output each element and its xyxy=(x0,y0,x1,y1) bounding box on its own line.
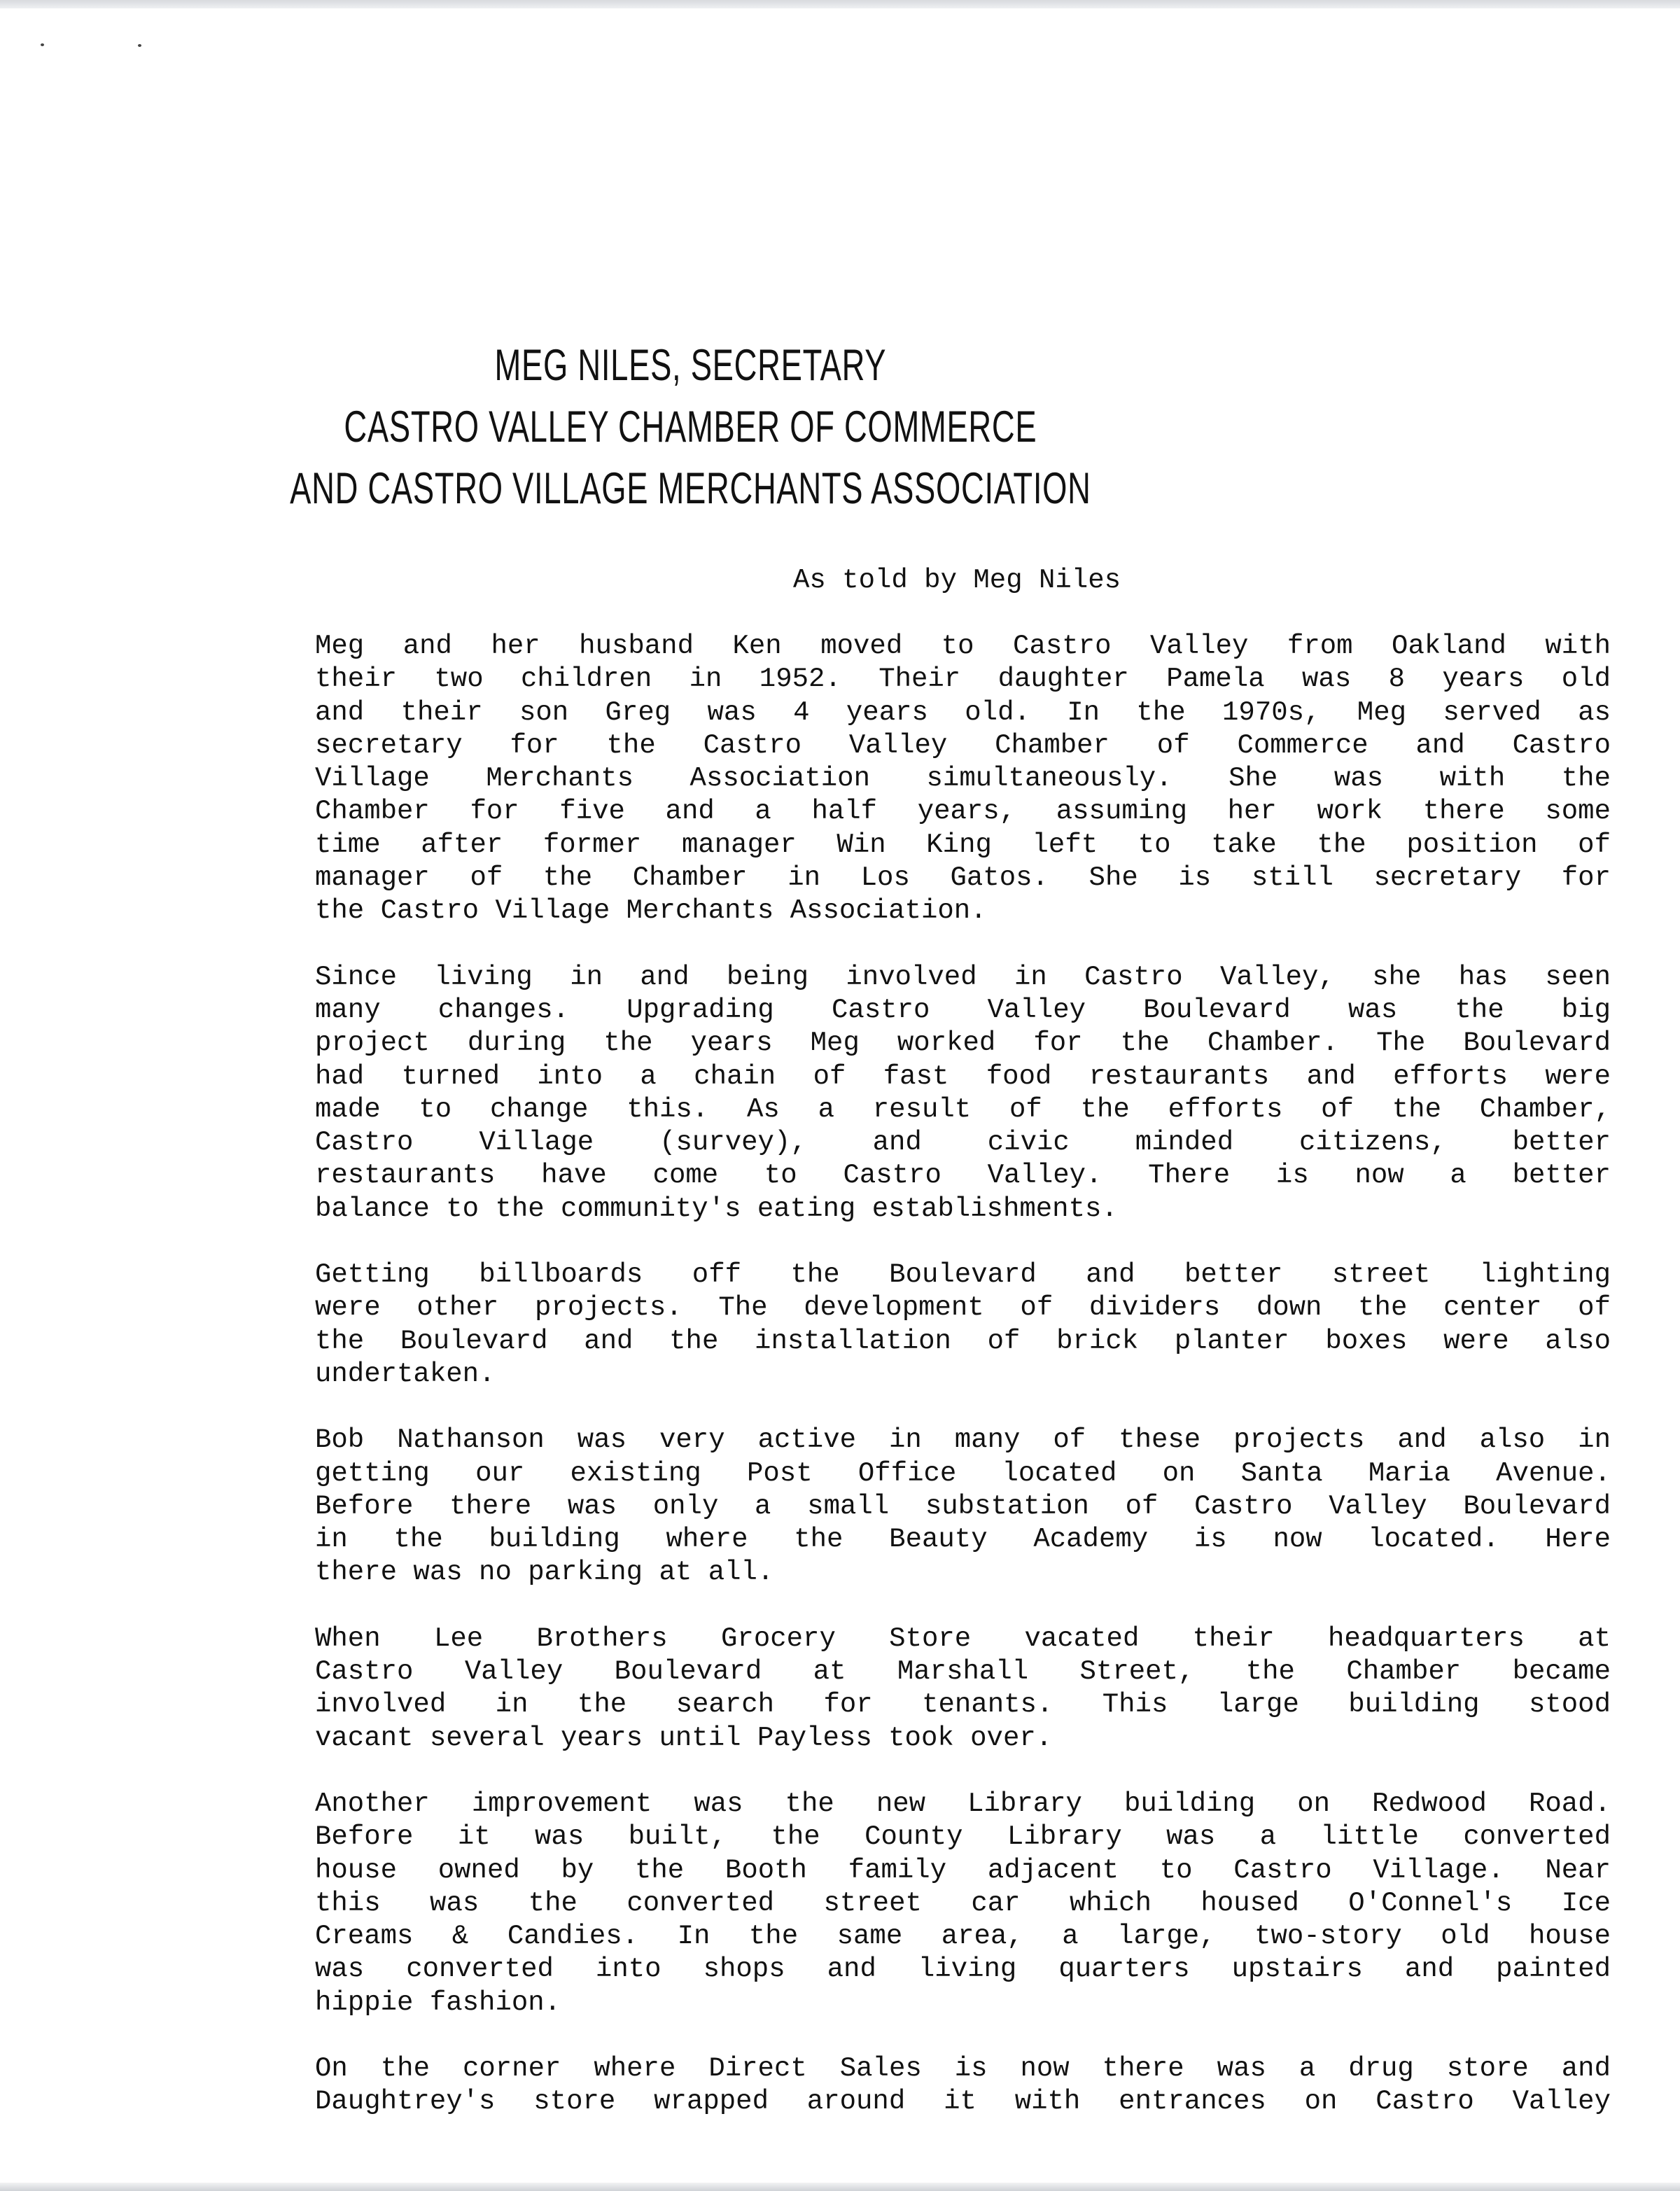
text-line: Village Merchants Association simultaneously. She was with the xyxy=(315,763,1611,794)
scan-top-edge xyxy=(0,0,1680,8)
text-line: Before it was built, the County Library was a little converted xyxy=(315,1821,1611,1853)
text-line: Chamber for five and a half years, assuming her work there some xyxy=(315,796,1611,827)
text-line: involved in the search for tenants. This large building stood xyxy=(315,1689,1611,1721)
paragraph xyxy=(315,2052,1611,2119)
paragraph xyxy=(315,1424,1611,1589)
text-line: Since living in and being involved in Castro Valley, she has seen xyxy=(315,961,1611,993)
text-line: the Castro Village Merchants Association. xyxy=(315,895,987,927)
text-line: When Lee Brothers Grocery Store vacated their headquarters at xyxy=(315,1623,1611,1654)
text-line: secretary for the Castro Valley Chamber of Commerce and Castro xyxy=(315,729,1611,761)
paragraph xyxy=(315,630,1611,928)
text-line: house owned by the Booth family adjacent to Castro Village. Near xyxy=(315,1854,1611,1886)
text-line: had turned into a chain of fast food restaurants and efforts were xyxy=(315,1060,1611,1092)
paragraph xyxy=(315,1788,1611,2019)
text-line: balance to the community's eating establishments. xyxy=(315,1193,1118,1224)
text-line: many changes. Upgrading Castro Valley Boulevard was the big xyxy=(315,994,1611,1026)
paragraph xyxy=(315,1259,1611,1391)
text-line: Castro Village (survey), and civic minded citizens, better xyxy=(315,1127,1611,1158)
text-line: and their son Greg was 4 years old. In the 1970s, Meg served as xyxy=(315,696,1611,728)
text-line: Before there was only a small substation of Castro Valley Boulevard xyxy=(315,1490,1611,1522)
text-line: Castro Valley Boulevard at Marshall Street, the Chamber became xyxy=(315,1656,1611,1688)
text-line: getting our existing Post Office located on Santa Maria Avenue. xyxy=(315,1457,1611,1489)
text-line: vacant several years until Payless took over. xyxy=(315,1722,1053,1754)
text-line: Creams & Candies. In the same area, a large, two-story old house xyxy=(315,1921,1611,1952)
document-title xyxy=(0,335,1381,519)
byline: As told by Meg Niles xyxy=(792,565,1121,596)
text-line: time after former manager Win King left to take the position of xyxy=(315,829,1611,860)
text-line: manager of the Chamber in Los Gatos. She is still secretary for xyxy=(315,862,1611,894)
scan-speck xyxy=(41,43,44,46)
text-line: project during the years Meg worked for the Chamber. The Boulevard xyxy=(315,1028,1611,1059)
document-body xyxy=(315,630,1611,2152)
scan-bottom-edge xyxy=(0,2183,1680,2191)
text-line: Meg and her husband Ken moved to Castro Valley from Oakland with xyxy=(315,631,1611,662)
text-line: in the building where the Beauty Academy is now located. Here xyxy=(315,1524,1611,1555)
text-line: there was no parking at all. xyxy=(315,1557,774,1588)
text-line: restaurants have come to Castro Valley. There is now a better xyxy=(315,1160,1611,1191)
title-line: MEG NILES, SECRETARY xyxy=(494,341,887,390)
text-line: was converted into shops and living quarters upstairs and painted xyxy=(315,1954,1611,1985)
text-line: made to change this. As a result of the efforts of the Chamber, xyxy=(315,1093,1611,1125)
text-line: this was the converted street car which housed O'Connel's Ice xyxy=(315,1887,1611,1919)
paragraph xyxy=(315,961,1611,1226)
text-line: Getting billboards off the Boulevard and better street lighting xyxy=(315,1259,1611,1291)
text-line: the Boulevard and the installation of brick planter boxes were also xyxy=(315,1325,1611,1357)
title-line: AND CASTRO VILLAGE MERCHANTS ASSOCIATION xyxy=(290,464,1091,513)
text-line: Another improvement was the new Library building on Redwood Road. xyxy=(315,1788,1611,1819)
text-line: undertaken. xyxy=(315,1358,496,1390)
title-line: CASTRO VALLEY CHAMBER OF COMMERCE xyxy=(344,402,1037,451)
text-line: On the corner where Direct Sales is now there was a drug store and xyxy=(315,2052,1611,2084)
scan-speck xyxy=(138,44,141,47)
text-line: hippie fashion. xyxy=(315,1987,561,2018)
text-line: Daughtrey's store wrapped around it with entrances on Castro Valley xyxy=(315,2086,1611,2118)
paragraph xyxy=(315,1623,1611,1755)
text-line: Bob Nathanson was very active in many of these projects and also in xyxy=(315,1424,1611,1456)
text-line: were other projects. The development of dividers down the center of xyxy=(315,1292,1611,1324)
text-line: their two children in 1952. Their daughter Pamela was 8 years old xyxy=(315,664,1611,695)
